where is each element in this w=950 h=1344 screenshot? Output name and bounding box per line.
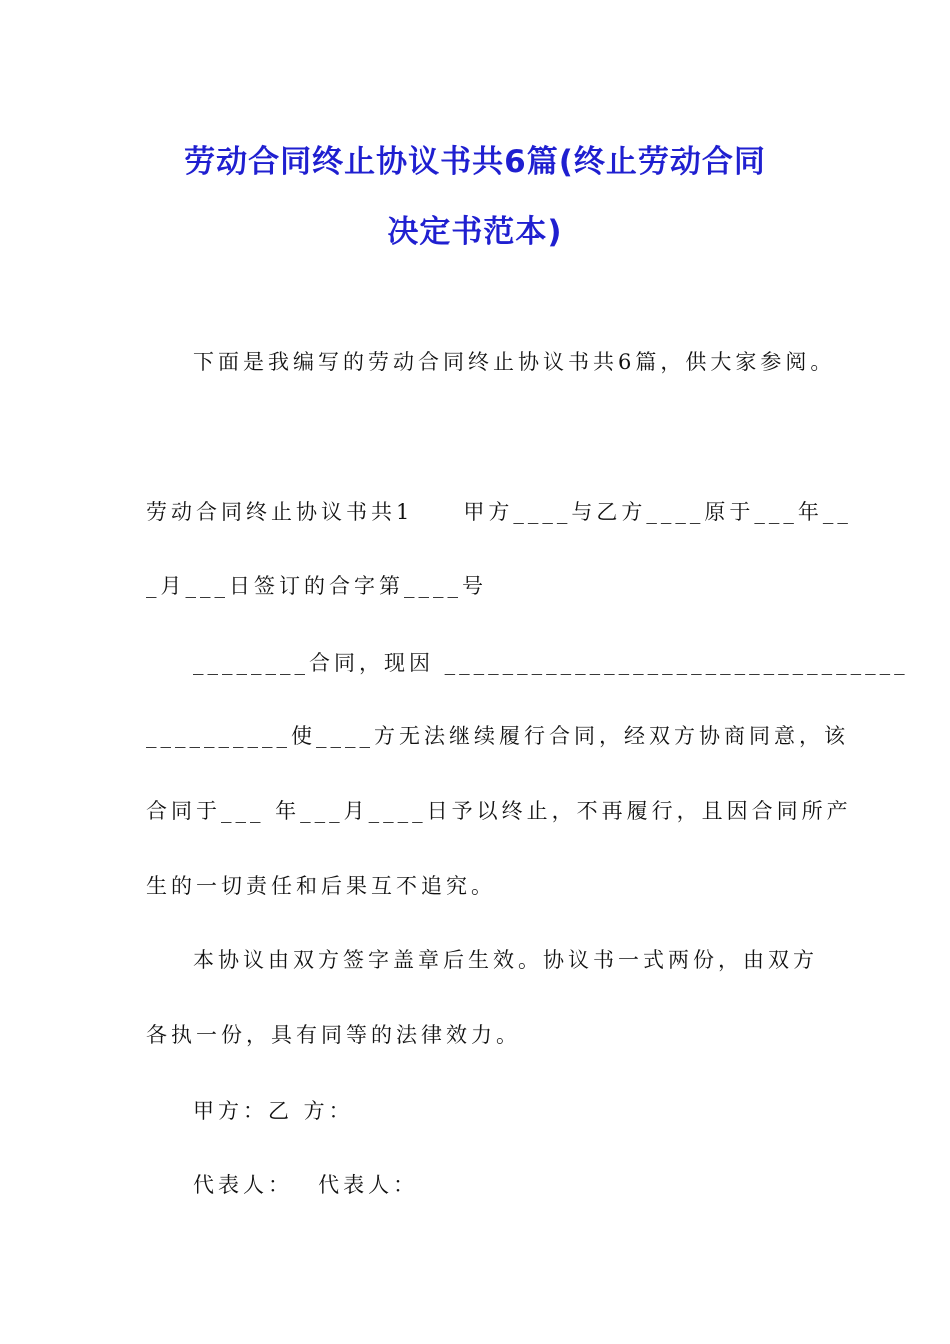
document-title-line-2: 决定书范本) xyxy=(387,214,563,250)
agreement-1-line-1: 劳动合同终止协议书共1 甲方____与乙方____原于___年__ xyxy=(146,500,852,524)
signature-parties: 甲方：乙 方： xyxy=(193,1099,354,1123)
termination-paragraph-line-3: 合同于___ 年___月____日予以终止，不再履行，且因合同所产 xyxy=(146,799,852,823)
termination-paragraph-line-2: __________使____方无法继续履行合同，经双方协商同意，该 xyxy=(146,724,849,748)
termination-paragraph-line-1: ________合同，现因 ________________________________ xyxy=(193,651,909,675)
effectiveness-paragraph-line-1: 本协议由双方签字盖章后生效。协议书一式两份，由双方 xyxy=(193,948,818,972)
effectiveness-paragraph-line-2: 各执一份，具有同等的法律效力。 xyxy=(146,1023,521,1047)
document-title-line-1: 劳动合同终止协议书共6篇(终止劳动合同 xyxy=(184,144,766,180)
intro-paragraph: 下面是我编写的劳动合同终止协议书共6篇，供大家参阅。 xyxy=(193,350,836,374)
signature-representatives: 代表人： 代表人： xyxy=(193,1173,419,1197)
agreement-1-line-2: _月___日签订的合字第____号 xyxy=(146,574,487,598)
termination-paragraph-line-4: 生的一切责任和后果互不追究。 xyxy=(146,874,496,898)
